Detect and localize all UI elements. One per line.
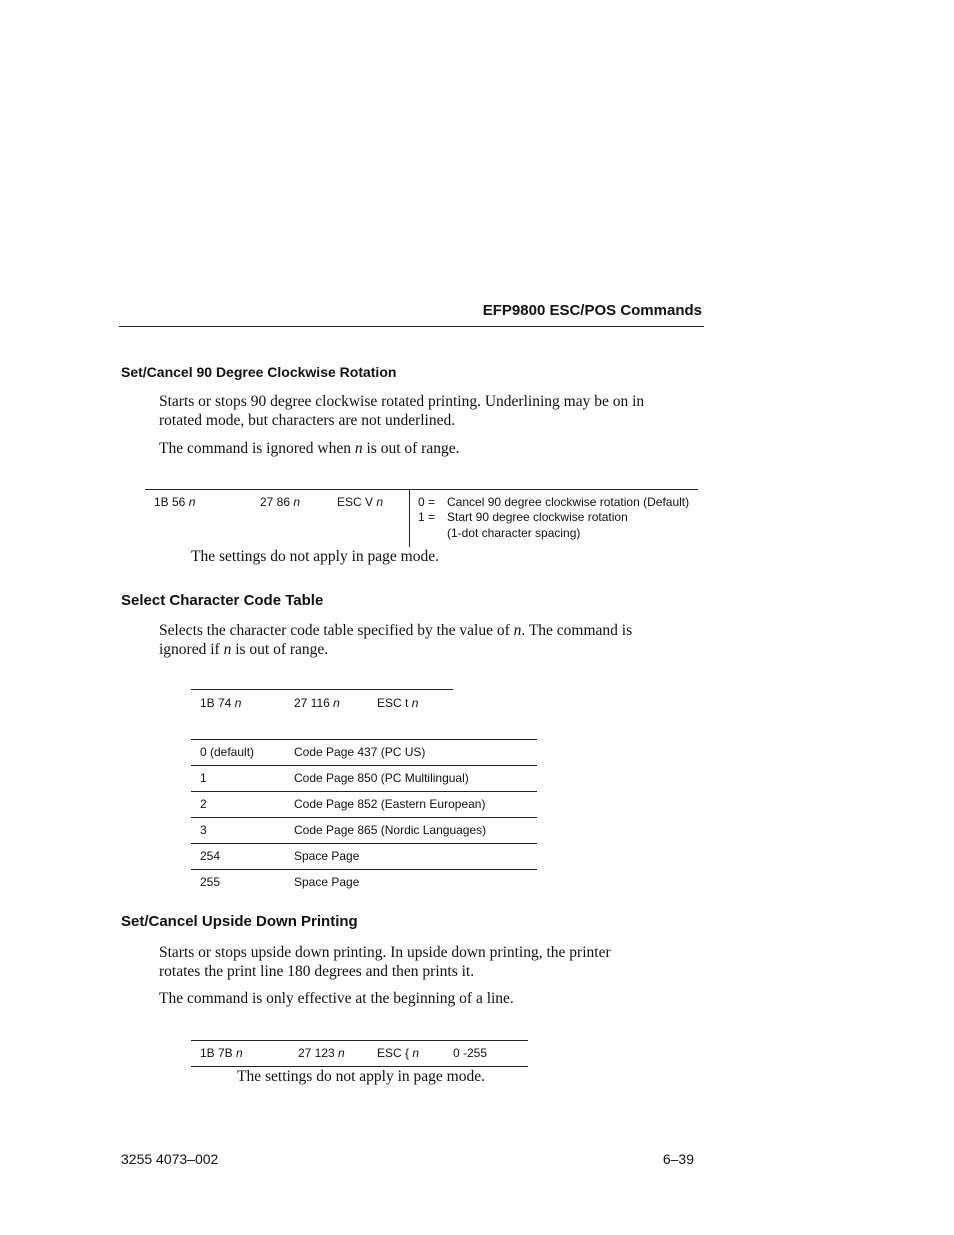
rotation-option-1-text: Start 90 degree clockwise rotation [447, 510, 628, 524]
rotation-option-1-key: 1 = [418, 510, 436, 524]
table-row-value: 3 [200, 823, 207, 837]
table-row-value: 2 [200, 797, 207, 811]
upsidedown-line-note: The command is only effective at the beginning of a line. [159, 990, 514, 1007]
table-row-page: Code Page 852 (Eastern European) [294, 797, 486, 811]
upsidedown-description: Starts or stops upside down printing. In upside down printing, the printer rotates the print line 180 degrees and then prints it. [159, 944, 611, 980]
upsidedown-escape-sequence: ESC { n [377, 1046, 420, 1060]
upsidedown-heading: Set/Cancel Upside Down Printing [121, 913, 358, 930]
header-rule [119, 326, 704, 327]
rotation-option-1-text-cont: (1-dot character spacing) [447, 526, 581, 540]
table-row-value: 0 (default) [200, 745, 255, 759]
rotation-description: Starts or stops 90 degree clockwise rotated printing. Underlining may be on in rotated mode, but characters are not underlined. [159, 393, 645, 429]
rotation-table-top-rule [145, 489, 698, 490]
rotation-decimal-code: 27 86 n [260, 495, 301, 509]
upsidedown-range: 0 -255 [453, 1046, 488, 1060]
charcode-code-rule [191, 689, 453, 690]
document-number: 3255 4073–002 [121, 1151, 219, 1167]
table-row-value: 1 [200, 771, 207, 785]
rotation-escape-sequence: ESC V n [337, 495, 384, 509]
table-row-page: Space Page [294, 875, 360, 889]
upsidedown-hex-code: 1B 7B n [200, 1046, 243, 1060]
page-number: 6–39 [662, 1151, 694, 1167]
rotation-range-note: The command is ignored when n is out of range. [159, 440, 460, 457]
table-row-page: Code Page 437 (PC US) [294, 745, 426, 759]
charcode-hex-code: 1B 74 n [200, 696, 242, 710]
table-row-page: Code Page 865 (Nordic Languages) [294, 823, 487, 837]
table-row-page: Space Page [294, 849, 360, 863]
rotation-heading: Set/Cancel 90 Degree Clockwise Rotation [121, 364, 397, 380]
table-row-page: Code Page 850 (PC Multilingual) [294, 771, 469, 785]
upsidedown-decimal-code: 27 123 n [298, 1046, 345, 1060]
running-header: EFP9800 ESC/POS Commands [482, 302, 702, 319]
table-row-value: 255 [200, 875, 221, 889]
rotation-hex-code: 1B 56 n [154, 495, 196, 509]
table-row-value: 254 [200, 849, 221, 863]
charcode-decimal-code: 27 116 n [294, 696, 340, 710]
charcode-heading: Select Character Code Table [121, 592, 324, 609]
rotation-option-0-key: 0 = [418, 495, 436, 509]
charcode-description: Selects the character code table specified by the value of n. The command is ignored if n is out of range. [159, 622, 633, 658]
rotation-page-mode-note: The settings do not apply in page mode. [191, 548, 439, 565]
upsidedown-page-mode-note: The settings do not apply in page mode. [237, 1068, 485, 1085]
charcode-escape-sequence: ESC t n [377, 696, 419, 710]
rotation-option-0-text: Cancel 90 degree clockwise rotation (Default) [447, 495, 690, 509]
upsidedown-table-top-rule [191, 1040, 528, 1041]
rotation-table-divider [409, 489, 410, 547]
